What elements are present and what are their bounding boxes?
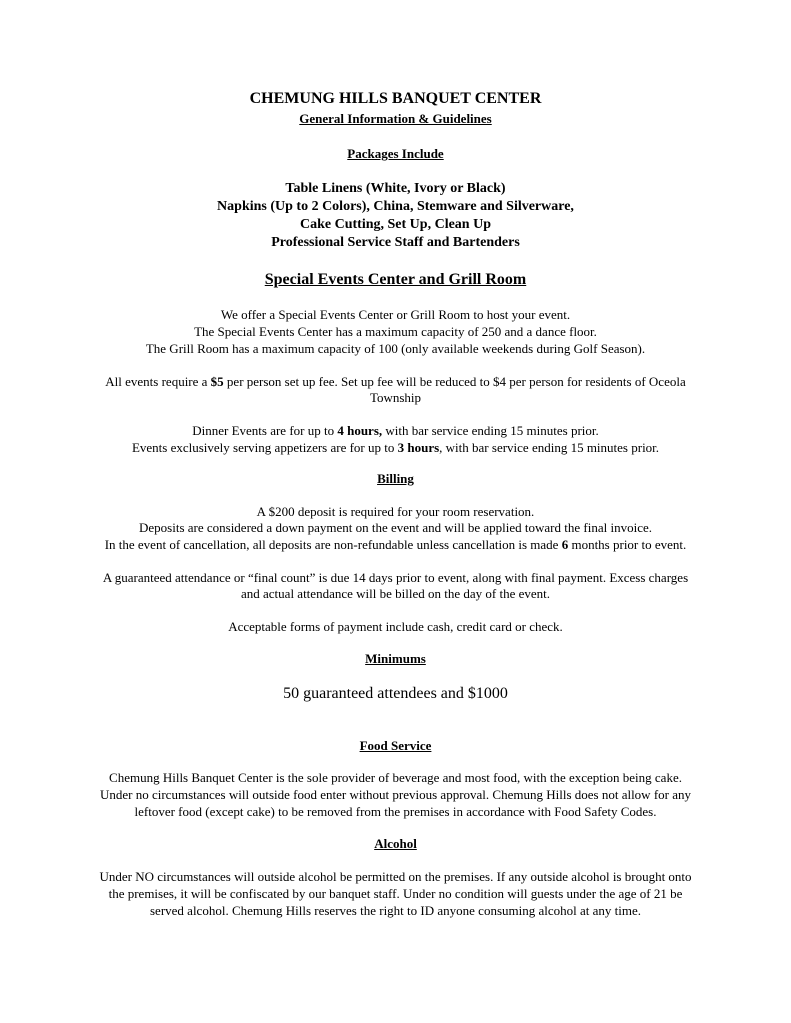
setup-fee-post: per person set up fee. Set up fee will be reduced to $4 per person for residents of Oceola	[223, 374, 686, 389]
cancellation-line	[0, 536, 791, 553]
events-text-line: We offer a Special Events Center or Grill Room to host your event.	[220, 307, 571, 322]
dinner-events-line	[0, 422, 791, 439]
appetizer-post: , with bar service ending 15 minutes prior.	[439, 440, 660, 455]
appetizer-events-line	[0, 439, 791, 456]
dinner-post: with bar service ending 15 minutes prior.	[382, 423, 599, 438]
food-heading: Food Service	[359, 738, 432, 753]
appetizer-hours: 3 hours	[397, 440, 440, 455]
packages-heading: Packages Include	[347, 146, 444, 161]
billing-line: A $200 deposit is required for your room reservation.	[256, 504, 535, 519]
cancel-pre: In the event of cancellation, all deposits are non-refundable unless cancellation is made	[104, 537, 562, 552]
package-line: Professional Service Staff and Bartenders	[271, 235, 520, 250]
page-title: CHEMUNG HILLS BANQUET CENTER	[249, 90, 542, 107]
page-subtitle: General Information & Guidelines	[299, 111, 492, 126]
guarantee-line-2: and actual attendance will be billed on the day of the event.	[241, 586, 550, 601]
events-text-line: The Grill Room has a maximum capacity of 100 (only available weekends during Golf Season).	[145, 341, 646, 356]
events-text-line: The Special Events Center has a maximum capacity of 250 and a dance floor.	[194, 324, 597, 339]
alcohol-text-line: the premises, it will be confiscated by our banquet staff. Under no condition will guests under the age of 21 be	[108, 886, 683, 901]
food-text-line: leftover food (except cake) to be removed from the premises in accordance with Food Safety Codes.	[134, 804, 657, 819]
guarantee-line: A guaranteed attendance or “final count” is due 14 days prior to event, along with final payment. Excess charges	[102, 570, 689, 585]
package-line: Table Linens (White, Ivory or Black)	[285, 181, 506, 196]
setup-fee-line-2: Township	[369, 390, 422, 405]
appetizer-pre: Events exclusively serving appetizers are for up to	[131, 440, 398, 455]
minimums-heading: Minimums	[365, 651, 426, 666]
food-text-line: Chemung Hills Banquet Center is the sole provider of beverage and most food, with the exception being cake.	[109, 770, 682, 785]
cancel-post: months prior to event.	[568, 537, 687, 552]
setup-fee-amount: $5	[210, 374, 224, 389]
dinner-hours: 4 hours,	[337, 423, 383, 438]
package-line: Cake Cutting, Set Up, Clean Up	[300, 217, 491, 232]
dinner-pre: Dinner Events are for up to	[192, 423, 338, 438]
billing-line: Deposits are considered a down payment on the event and will be applied toward the final invoice.	[139, 520, 652, 535]
food-text-line: Under no circumstances will outside food enter without previous approval. Chemung Hills does not allow for any	[99, 787, 692, 802]
package-line: Napkins (Up to 2 Colors), China, Stemware and Silverware,	[217, 199, 574, 214]
setup-fee-pre: All events require a	[105, 374, 211, 389]
alcohol-heading: Alcohol	[374, 836, 417, 851]
billing-heading: Billing	[377, 471, 414, 486]
cancel-months: 6	[561, 537, 569, 552]
alcohol-text-line: served alcohol. Chemung Hills reserves the right to ID anyone consuming alcohol at any time.	[150, 903, 641, 918]
alcohol-text-line: Under NO circumstances will outside alcohol be permitted on the premises. If any outside alcohol is brought onto	[99, 869, 692, 884]
payment-line: Acceptable forms of payment include cash, credit card or check.	[228, 619, 563, 634]
setup-fee-line	[0, 373, 791, 390]
events-heading: Special Events Center and Grill Room	[264, 271, 527, 288]
minimums-text: 50 guaranteed attendees and $1000	[283, 685, 508, 702]
